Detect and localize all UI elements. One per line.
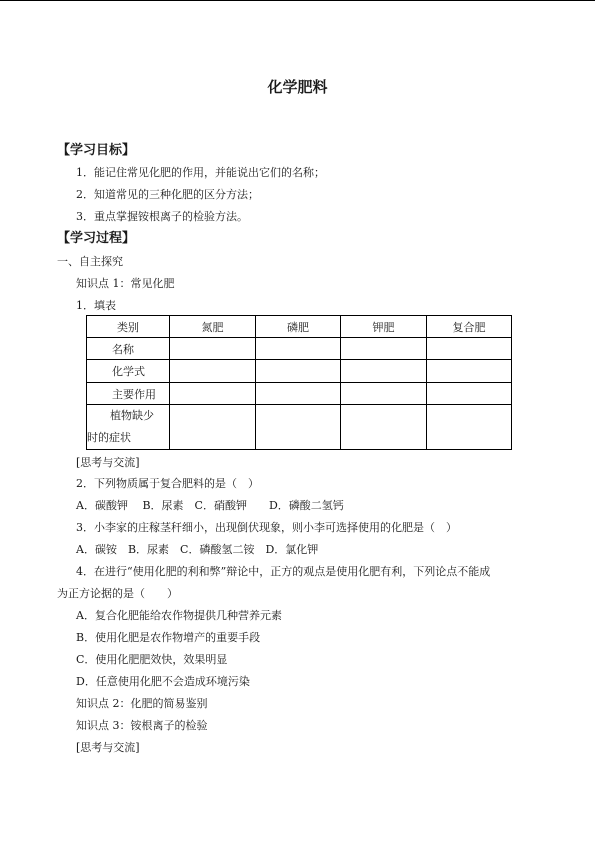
row-label-deficiency xyxy=(87,405,170,450)
table-cell xyxy=(256,360,341,383)
table-cell xyxy=(427,383,512,405)
table-cell xyxy=(170,383,256,405)
table-cell xyxy=(170,405,256,450)
page-title: 化学肥料 xyxy=(267,78,328,96)
knowledge-point-2: 知识点 2：化肥的简易鉴别 xyxy=(76,697,208,710)
table-cell xyxy=(341,360,427,383)
goal-item-3: 3．重点掌握铵根离子的检验方法。 xyxy=(76,210,248,223)
process-heading: 【学习过程】 xyxy=(57,231,136,246)
question-4-option-b: B．使用化肥是农作物增产的重要手段 xyxy=(76,631,261,644)
fertilizer-table xyxy=(86,315,512,450)
question-3-options: A．碳铵 B．尿素 C．磷酸氢二铵 D．氯化钾 xyxy=(76,543,319,556)
question-4-stem-line2: 为正方论据的是（ ） xyxy=(57,587,178,600)
table-cell xyxy=(341,383,427,405)
table-cell xyxy=(427,405,512,450)
question-4-stem-line1: 4．在进行“使用化肥的利和弊”辩论中，正方的观点是使用化肥有利，下列论点不能成 xyxy=(76,565,491,578)
header-compound: 复合肥 xyxy=(427,316,512,338)
discussion-label-2: [思考与交流] xyxy=(76,741,140,754)
header-nitrogen: 氮肥 xyxy=(170,316,256,338)
question-4-option-a: A．复合化肥能给农作物提供几种营养元素 xyxy=(76,609,282,622)
header-potassium: 钾肥 xyxy=(341,316,427,338)
table-cell xyxy=(170,338,256,360)
table-row xyxy=(87,360,512,383)
row-label-name: 名称 xyxy=(87,338,170,360)
table-cell xyxy=(341,338,427,360)
header-category: 类别 xyxy=(87,316,170,338)
question-2-stem: 2．下列物质属于复合肥料的是（ ） xyxy=(76,477,259,490)
question-4-option-d: D．任意使用化肥不会造成环境污染 xyxy=(76,675,250,688)
knowledge-point-3: 知识点 3：铵根离子的检验 xyxy=(76,719,208,732)
section-1: 一、自主探究 xyxy=(57,255,123,268)
goal-item-2: 2．知道常见的三种化肥的区分方法； xyxy=(76,188,259,201)
table-header-row xyxy=(87,316,512,338)
question-2-options: A．碳酸钾 B．尿素 C．硝酸钾 D．磷酸二氢钙 xyxy=(76,499,344,512)
header-phosphorus: 磷肥 xyxy=(256,316,341,338)
goal-item-1: 1．能记住常见化肥的作用，并能说出它们的名称； xyxy=(76,166,325,179)
table-row xyxy=(87,338,512,360)
question-4-option-c: C．使用化肥肥效快，效果明显 xyxy=(76,653,228,666)
top-rule xyxy=(0,0,595,1)
row-label-function: 主要作用 xyxy=(87,383,170,405)
table-cell xyxy=(427,338,512,360)
table-row xyxy=(87,383,512,405)
deficiency-label-line1: 植物缺少 xyxy=(110,409,154,422)
table-cell xyxy=(256,405,341,450)
knowledge-point-1: 知识点 1：常见化肥 xyxy=(76,277,175,290)
fill-table-instruction: 1．填表 xyxy=(76,299,116,312)
table-cell xyxy=(256,338,341,360)
question-3-stem: 3．小李家的庄稼茎秆细小，出现倒伏现象，则小李可选择使用的化肥是（ ） xyxy=(76,521,457,534)
deficiency-label-line2: 时的症状 xyxy=(87,431,131,444)
table-cell xyxy=(170,360,256,383)
goals-heading: 【学习目标】 xyxy=(57,143,136,158)
row-label-formula: 化学式 xyxy=(87,360,170,383)
table-cell xyxy=(341,405,427,450)
discussion-label-1: [思考与交流] xyxy=(76,456,140,469)
table-cell xyxy=(427,360,512,383)
table-row xyxy=(87,405,512,450)
table-cell xyxy=(256,383,341,405)
